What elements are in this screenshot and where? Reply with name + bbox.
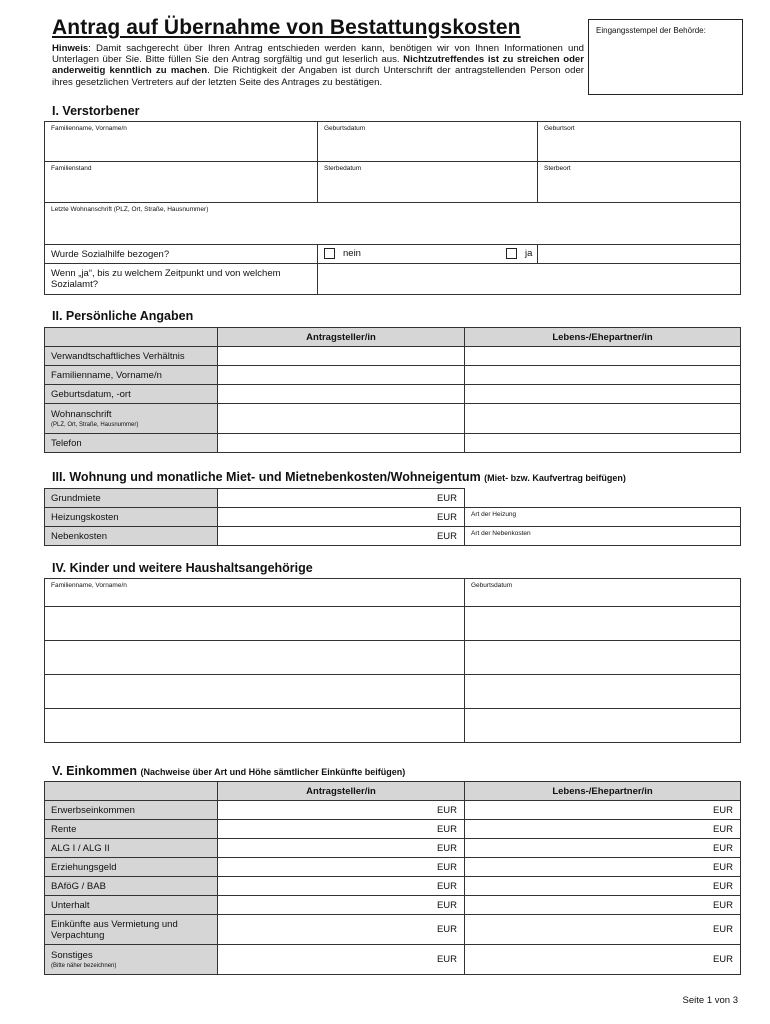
deceased-address-field[interactable] (45, 203, 741, 245)
row-address-sub: (PLZ, Ort, Straße, Hausnummer) (51, 422, 139, 428)
income-applicant-input[interactable]: EUR (218, 915, 465, 945)
row-birth: Geburtsdatum, -ort (45, 385, 218, 404)
income-row (45, 945, 218, 975)
section-5-title (52, 764, 405, 778)
row-address-label: Wohnanschrift (51, 409, 112, 420)
rent-input[interactable]: EUR (218, 489, 465, 508)
deceased-birthplace-label: Geburtsort (544, 125, 575, 132)
income-applicant-input[interactable]: EUR (218, 820, 465, 839)
header-empty-cell (45, 782, 218, 801)
income-row: Unterhalt (45, 896, 218, 915)
phone-applicant-input[interactable] (218, 434, 465, 453)
name-partner-input[interactable] (465, 366, 741, 385)
name-applicant-input[interactable] (218, 366, 465, 385)
income-applicant-input[interactable]: EUR (218, 896, 465, 915)
row-phone: Telefon (45, 434, 218, 453)
deceased-table (44, 121, 741, 295)
welfare-yes-option[interactable] (525, 245, 741, 264)
deceased-address-label: Letzte Wohnanschrift (PLZ, Ort, Straße, Hausnummer) (51, 206, 209, 213)
row-extra: Nebenkosten (45, 527, 218, 546)
hint-text-1: : Damit sachgerecht über Ihren Antrag entschieden werden kann, benötigen wir von Ihnen Informationen und Unterlagen über Sie. Bitte füllen Sie den Antrag sorgfältig und gut leserlich aus. (52, 43, 584, 66)
deceased-birthplace-field[interactable] (538, 122, 741, 162)
household-name-label: Familienname, Vorname/n (51, 582, 127, 589)
section-5-note: (Nachweise über Art und Höhe sämtlicher Einkünfte beifügen) (140, 767, 406, 777)
hint-label: Hinweis (52, 43, 89, 54)
extra-input[interactable]: EUR (218, 527, 465, 546)
household-name-input[interactable] (45, 709, 465, 743)
page-number: Seite 1 von 3 (682, 995, 738, 1006)
household-name-header (45, 579, 465, 607)
section-3-title (52, 470, 626, 484)
col-partner: Lebens-/Ehepartner/in (465, 782, 741, 801)
welfare-no-checkbox[interactable] (324, 248, 335, 259)
household-name-input[interactable] (45, 607, 465, 641)
household-name-input[interactable] (45, 675, 465, 709)
hint-bold: Nichtzutreffendes ist zu streichen oder anderweitig kenntlich zu machen (52, 54, 585, 77)
personal-data-table (44, 327, 741, 453)
welfare-followup-field[interactable] (318, 264, 741, 295)
stamp-label: Eingangsstempel der Behörde: (596, 26, 706, 35)
hint-text-2: . Die Richtigkeit der Angaben ist durch Unterschrift der antragstellenden Person oder ihres gesetzlichen Vertreters auf der letzten Seite des Antrages zu bestätigen. (52, 65, 584, 88)
income-row: Einkünfte aus Vermietung und Verpachtung (45, 915, 218, 945)
income-other-label: Sonstiges (51, 950, 93, 961)
welfare-question: Wurde Sozialhilfe bezogen? (45, 245, 318, 264)
income-partner-input[interactable]: EUR (465, 839, 741, 858)
col-applicant: Antragsteller/in (218, 328, 465, 347)
heating-type-label: Art der Heizung (471, 511, 517, 518)
heating-type-field[interactable] (465, 508, 741, 527)
relation-applicant-input[interactable] (218, 347, 465, 366)
welfare-followup-question: Wenn „ja“, bis zu welchem Zeitpunkt und von welchem Sozialamt? (45, 264, 318, 295)
deceased-name-field[interactable] (45, 122, 318, 162)
deceased-name-label: Familienname, Vorname/n (51, 125, 127, 132)
phone-partner-input[interactable] (465, 434, 741, 453)
section-5-title-text: V. Einkommen (52, 764, 137, 778)
birth-applicant-input[interactable] (218, 385, 465, 404)
income-row: BAföG / BAB (45, 877, 218, 896)
deceased-deathdate-label: Sterbedatum (324, 165, 362, 172)
income-partner-input[interactable]: EUR (465, 820, 741, 839)
birth-partner-input[interactable] (465, 385, 741, 404)
row-name: Familienname, Vorname/n (45, 366, 218, 385)
header-empty-cell (45, 328, 218, 347)
hint-paragraph (52, 43, 584, 88)
household-birthdate-input[interactable] (465, 641, 741, 675)
income-applicant-input[interactable]: EUR (218, 877, 465, 896)
row-address (45, 404, 218, 434)
welfare-yes-checkbox[interactable] (506, 248, 517, 259)
income-row: Rente (45, 820, 218, 839)
col-partner: Lebens-/Ehepartner/in (465, 328, 741, 347)
deceased-deathplace-label: Sterbeort (544, 165, 571, 172)
row-relation: Verwandtschaftliches Verhältnis (45, 347, 218, 366)
household-birthdate-input[interactable] (465, 607, 741, 641)
income-table (44, 781, 741, 975)
section-3-title-text: III. Wohnung und monatliche Miet- und Mietnebenkosten/Wohneigentum (52, 470, 481, 484)
row-rent: Grundmiete (45, 489, 218, 508)
income-applicant-input[interactable]: EUR (218, 945, 465, 975)
row-heating: Heizungskosten (45, 508, 218, 527)
welfare-yes-label: ja (525, 248, 533, 260)
welfare-no-option[interactable] (318, 245, 538, 264)
household-name-input[interactable] (45, 641, 465, 675)
income-partner-input[interactable]: EUR (465, 896, 741, 915)
income-row: ALG I / ALG II (45, 839, 218, 858)
income-partner-input[interactable]: EUR (465, 801, 741, 820)
income-applicant-input[interactable]: EUR (218, 839, 465, 858)
address-applicant-input[interactable] (218, 404, 465, 434)
section-3-note: (Miet- bzw. Kaufvertrag beifügen) (484, 473, 626, 483)
section-1-title: I. Verstorbener (52, 104, 140, 118)
household-birthdate-label: Geburtsdatum (471, 582, 513, 589)
deceased-birthdate-field[interactable] (318, 122, 538, 162)
household-birthdate-input[interactable] (465, 709, 741, 743)
deceased-deathdate-field[interactable] (318, 162, 538, 203)
col-applicant: Antragsteller/in (218, 782, 465, 801)
income-applicant-input[interactable]: EUR (218, 801, 465, 820)
deceased-marital-field[interactable] (45, 162, 318, 203)
income-other-sub: (Bitte näher bezeichnen) (51, 963, 117, 969)
housing-table (44, 488, 741, 546)
section-4-title: IV. Kinder und weitere Haushaltsangehörige (52, 561, 313, 575)
authority-stamp-box (588, 19, 743, 95)
household-birthdate-header (465, 579, 741, 607)
extra-type-field[interactable] (465, 527, 741, 546)
deceased-marital-label: Familienstand (51, 165, 92, 172)
income-partner-input[interactable]: EUR (465, 945, 741, 975)
household-birthdate-input[interactable] (465, 675, 741, 709)
income-row: Erwerbseinkommen (45, 801, 218, 820)
income-partner-input[interactable]: EUR (465, 877, 741, 896)
income-partner-input[interactable]: EUR (465, 858, 741, 877)
income-partner-input[interactable]: EUR (465, 915, 741, 945)
form-title: Antrag auf Übernahme von Bestattungskosten (52, 16, 521, 39)
welfare-no-label: nein (343, 248, 361, 260)
deceased-deathplace-field[interactable] (538, 162, 741, 203)
relation-partner-input[interactable] (465, 347, 741, 366)
rent-empty-cell (465, 489, 741, 508)
heating-input[interactable]: EUR (218, 508, 465, 527)
deceased-birthdate-label: Geburtsdatum (324, 125, 366, 132)
income-row: Erziehungsgeld (45, 858, 218, 877)
extra-type-label: Art der Nebenkosten (471, 530, 531, 537)
income-applicant-input[interactable]: EUR (218, 858, 465, 877)
household-table (44, 578, 741, 743)
section-2-title: II. Persönliche Angaben (52, 309, 194, 323)
address-partner-input[interactable] (465, 404, 741, 434)
